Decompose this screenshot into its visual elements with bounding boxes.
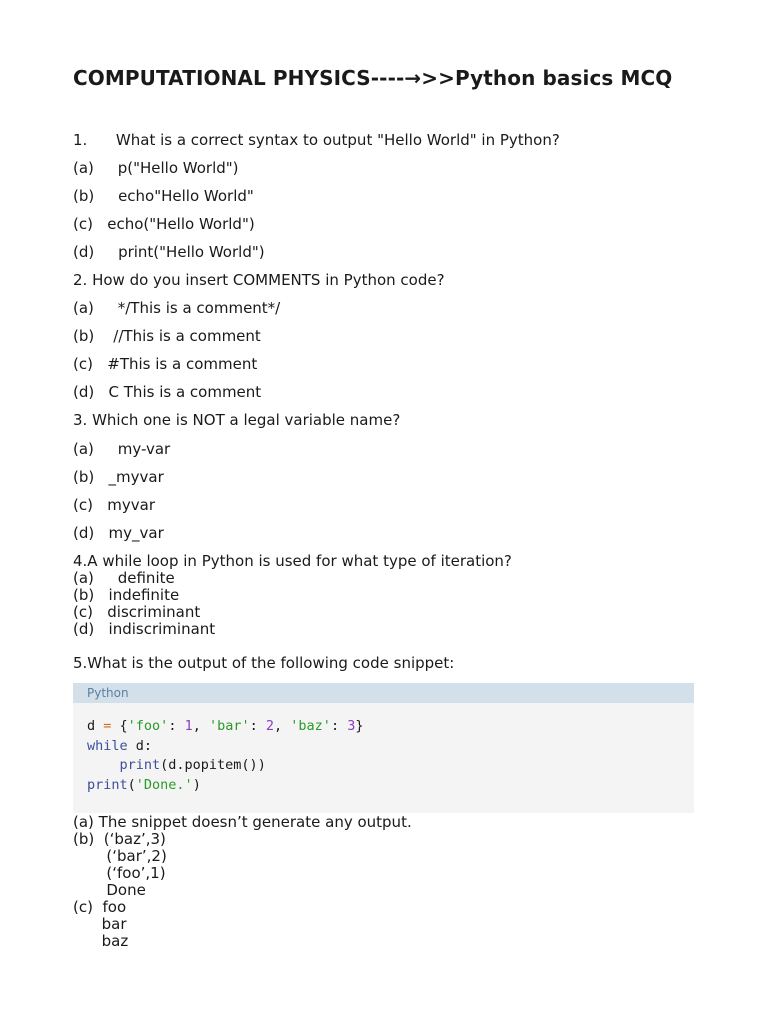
answer-line: (b) (‘baz’,3) [73, 830, 166, 848]
code-token: = [103, 718, 112, 734]
answer-line: Done [73, 881, 146, 899]
code-token: ( [127, 777, 136, 793]
code-token: , [274, 718, 291, 734]
answer-line: (‘bar’,2) [73, 847, 167, 865]
code-token: } [355, 718, 364, 734]
text-line: (d) C This is a comment [73, 383, 262, 401]
code-line [87, 777, 201, 793]
code-line [87, 738, 152, 754]
text-line: (b) echo"Hello World" [73, 187, 254, 205]
code-language-label: Python [73, 683, 694, 703]
text-line: (d) indiscriminant [73, 620, 216, 638]
text-line: (c) echo("Hello World") [73, 215, 255, 233]
code-line [87, 757, 266, 773]
answer-line: baz [73, 932, 129, 950]
code-token: d: [127, 738, 153, 754]
code-token: print [119, 757, 161, 773]
answer-line: (a) The snippet doesn’t generate any output. [73, 813, 412, 831]
text-line: (a) */This is a comment*/ [73, 299, 281, 317]
code-token: print [87, 777, 128, 793]
code-token: 2 [265, 718, 275, 734]
text-line: (b) _myvar [73, 468, 164, 486]
text-line: (a) my-var [73, 440, 171, 458]
code-token: : [249, 718, 266, 734]
text-line: (a) p("Hello World") [73, 159, 239, 177]
code-token: , [192, 718, 209, 734]
code-token: 'Done.' [135, 777, 193, 793]
code-token: 'bar' [208, 718, 250, 734]
code-token: ) [192, 777, 201, 793]
code-token: 'baz' [290, 718, 331, 734]
code-token: d [87, 718, 104, 734]
text-line: 1. What is a correct syntax to output "Hello World" in Python? [73, 131, 560, 149]
answer-line: bar [73, 915, 127, 933]
code-token: : [168, 718, 185, 734]
text-line: (b) indefinite [73, 586, 180, 604]
answer-line: (c) foo [73, 898, 127, 916]
code-block [73, 683, 694, 813]
code-token: 'foo' [127, 718, 169, 734]
code-token: while [87, 738, 128, 754]
text-line: (c) myvar [73, 496, 155, 514]
page-title: COMPUTATIONAL PHYSICS----→>>Python basics MCQ [73, 66, 673, 90]
text-line: (a) definite [73, 569, 175, 587]
code-token: 3 [347, 718, 356, 734]
text-line: (d) my_var [73, 524, 164, 542]
text-line: (d) print("Hello World") [73, 243, 265, 261]
text-line: 2. How do you insert COMMENTS in Python code? [73, 271, 445, 289]
text-line: (c) #This is a comment [73, 355, 258, 373]
code-token [87, 757, 120, 773]
code-token: (d.popitem()) [160, 757, 266, 773]
text-line: 3. Which one is NOT a legal variable name? [73, 411, 401, 429]
code-token: { [111, 718, 128, 734]
code-token: : [330, 718, 348, 734]
text-line: 4.A while loop in Python is used for what type of iteration? [73, 552, 512, 570]
code-token: 1 [184, 718, 193, 734]
code-line [87, 718, 363, 734]
text-line: 5.What is the output of the following code snippet: [73, 654, 455, 672]
answer-line: (‘foo’,1) [73, 864, 166, 882]
text-line: (b) //This is a comment [73, 327, 261, 345]
text-line: (c) discriminant [73, 603, 201, 621]
